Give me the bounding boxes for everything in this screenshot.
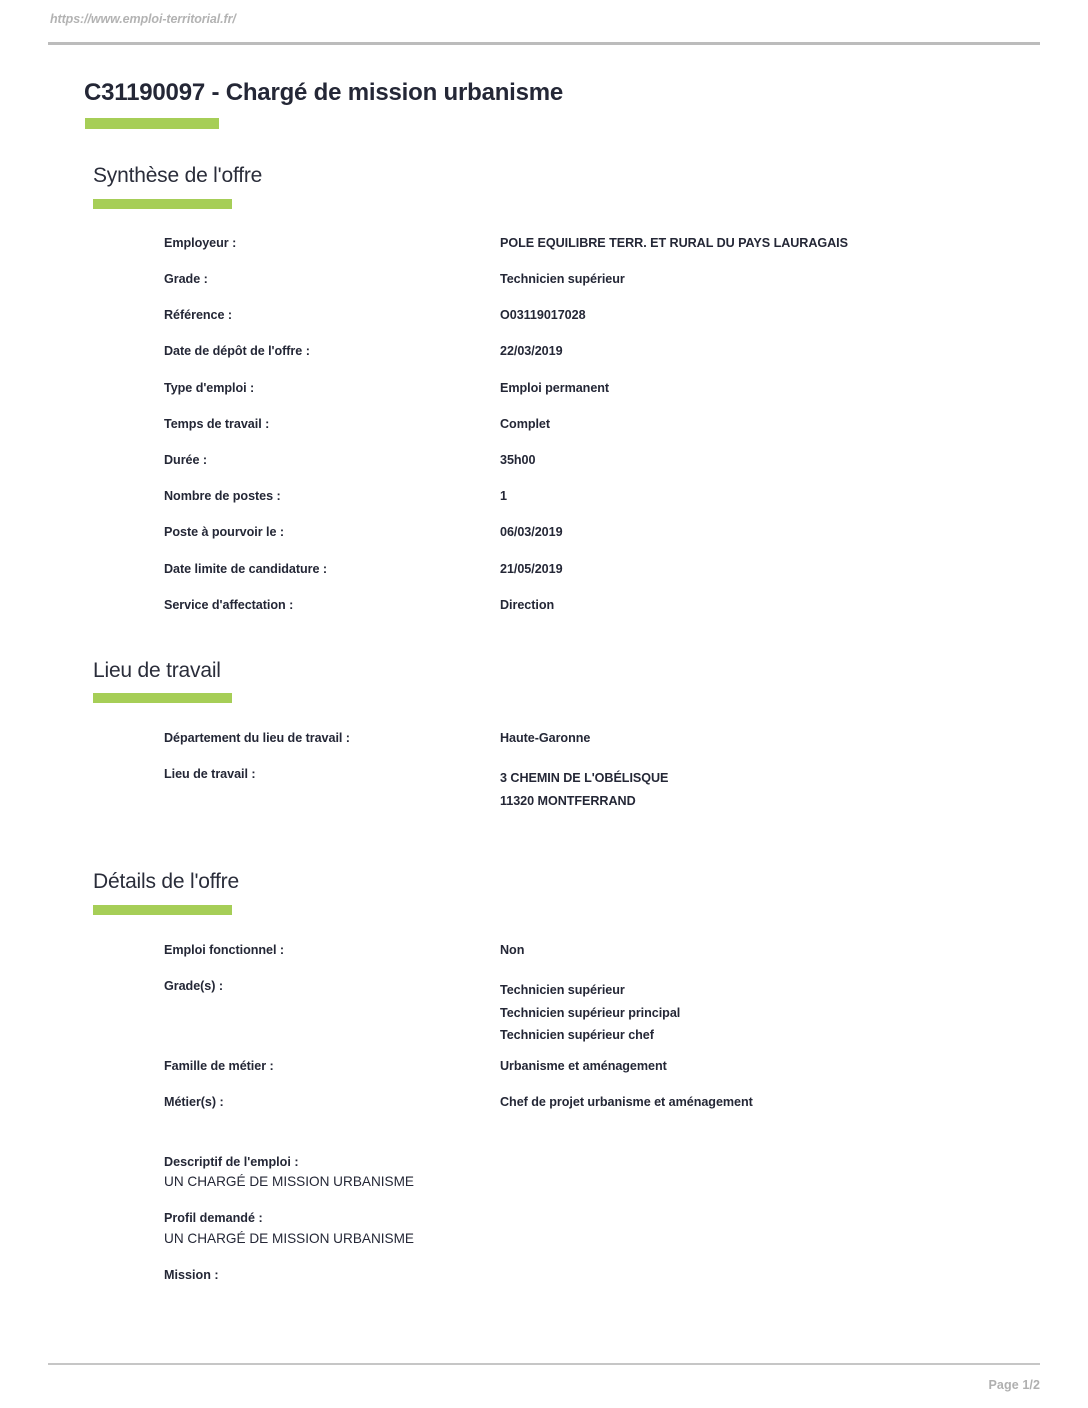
page-title: C31190097 - Chargé de mission urbanisme [84, 79, 564, 106]
section-heading-synthese: Synthèse de l'offre [93, 164, 263, 187]
field-value: UN CHARGÉ DE MISSION URBANISME [164, 1174, 415, 1189]
field-value: 35h00 [500, 453, 536, 467]
footer-divider [48, 1363, 1040, 1365]
field-label: Date limite de candidature : [164, 562, 328, 576]
field-value: Technicien supérieur [500, 983, 625, 997]
field-label: Métier(s) : [164, 1095, 224, 1109]
field-label: Grade(s) : [164, 979, 223, 993]
field-label: Poste à pourvoir le : [164, 525, 285, 539]
field-label: Lieu de travail : [164, 767, 256, 781]
field-value: Chef de projet urbanisme et aménagement [500, 1095, 753, 1109]
field-value: 06/03/2019 [500, 525, 563, 539]
field-label: Nombre de postes : [164, 489, 281, 503]
section-heading-lieu: Lieu de travail [93, 659, 221, 682]
field-value: 21/05/2019 [500, 562, 563, 576]
section-accent-bar-synthese [93, 199, 232, 209]
field-label: Emploi fonctionnel : [164, 943, 285, 957]
section-accent-bar-details [93, 905, 232, 915]
field-label: Employeur : [164, 236, 237, 250]
field-label: Date de dépôt de l'offre : [164, 344, 310, 358]
field-label: Famille de métier : [164, 1059, 274, 1073]
field-value: Direction [500, 598, 555, 612]
field-value: 1 [500, 489, 507, 503]
field-value: Emploi permanent [500, 381, 610, 395]
field-label: Service d'affectation : [164, 598, 294, 612]
field-value: Urbanisme et aménagement [500, 1059, 667, 1073]
field-label: Temps de travail : [164, 417, 270, 431]
field-value-group [500, 979, 680, 1047]
field-value: Complet [500, 417, 551, 431]
field-value: UN CHARGÉ DE MISSION URBANISME [164, 1231, 415, 1246]
field-label: Mission : [164, 1268, 219, 1282]
field-value: Non [500, 943, 525, 957]
field-value: Technicien supérieur [500, 272, 625, 286]
field-value: Haute-Garonne [500, 731, 591, 745]
section-accent-bar-lieu [93, 693, 232, 703]
field-label: Référence : [164, 308, 233, 322]
field-label: Type d'emploi : [164, 381, 255, 395]
field-value: 11320 MONTFERRAND [500, 793, 636, 808]
field-value: 22/03/2019 [500, 344, 563, 358]
field-label: Département du lieu de travail : [164, 731, 350, 745]
field-label: Descriptif de l'emploi : [164, 1155, 299, 1169]
title-accent-bar [85, 118, 219, 129]
header-divider [48, 42, 1040, 45]
field-value: POLE EQUILIBRE TERR. ET RURAL DU PAYS LAURAGAIS [500, 236, 848, 250]
field-value-group [500, 767, 668, 812]
page-number: Page 1/2 [988, 1378, 1040, 1392]
field-label: Profil demandé : [164, 1211, 263, 1225]
field-label: Grade : [164, 272, 208, 286]
field-value: Technicien supérieur principal [500, 1005, 681, 1020]
field-value: O03119017028 [500, 308, 586, 322]
field-label: Durée : [164, 453, 208, 467]
section-heading-details: Détails de l'offre [93, 870, 239, 893]
source-url: https://www.emploi-territorial.fr/ [50, 12, 236, 26]
field-value: 3 CHEMIN DE L'OBÉLISQUE [500, 771, 669, 785]
field-value: Technicien supérieur chef [500, 1028, 654, 1042]
